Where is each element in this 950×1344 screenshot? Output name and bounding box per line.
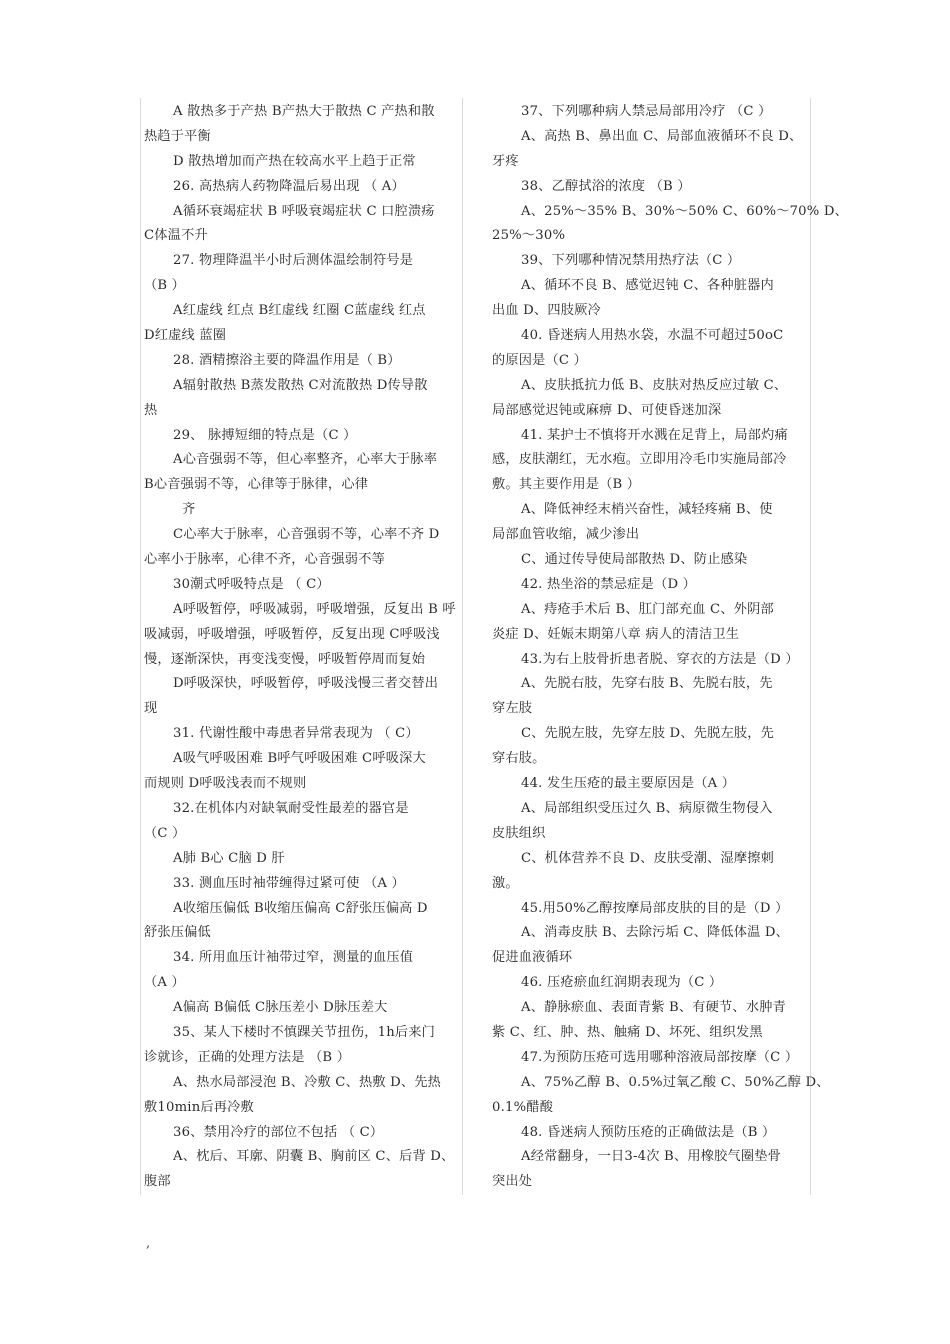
text-line: A 散热多于产热 B产热大于散热 C 产热和散 (173, 104, 435, 119)
center-column-rule (462, 98, 463, 1195)
text-line: 43.为右上肢骨折患者脱、穿衣的方法是（D ） (521, 651, 799, 667)
text-line: A、高热 B、鼻出血 C、局部血液循环不良 D、 (521, 128, 803, 144)
text-line: A红虚线 红点 B红虚线 红圈 C蓝虚线 红点 (173, 303, 426, 319)
text-line: 32.在机体内对缺氧耐受性最差的器官是 (173, 800, 409, 816)
text-line: 热趋于平衡 (144, 128, 211, 144)
text-line: 42. 热坐浴的禁忌症是（D ） (521, 576, 697, 592)
text-line: （B ） (144, 278, 186, 294)
text-line: C体温不升 (144, 228, 208, 244)
text-line: 敷10min后再冷敷 (144, 1099, 254, 1115)
left-column-rule (140, 98, 141, 1195)
text-line: 45.用50%乙醇按摩局部皮肤的目的是（D ） (521, 900, 789, 916)
text-line: A、循环不良 B、感觉迟钝 C、各种脏器内 (521, 278, 774, 294)
text-line: A、热水局部浸泡 B、冷敷 C、热敷 D、先热 (173, 1074, 442, 1090)
text-line: 炎症 D、妊娠末期第八章 病人的清洁卫生 (492, 626, 740, 642)
text-line: 34. 所用血压计袖带过窄，测量的血压值 (173, 950, 414, 966)
text-line: 26. 高热病人药物降温后易出现 （ A） (173, 178, 405, 194)
text-line: A、痔疮手术后 B、肛门部充血 C、外阴部 (521, 601, 774, 617)
text-line: A、消毒皮肤 B、去除污垢 C、降低体温 D、 (521, 925, 790, 941)
text-line: 0.1%醋酸 (492, 1099, 554, 1115)
text-line: C心率大于脉率，心音强弱不等，心率不齐 D (173, 527, 440, 543)
text-line: A收缩压偏低 B收缩压偏高 C舒张压偏高 D (173, 900, 428, 916)
text-line: 36、禁用冷疗的部位不包括 （ C） (173, 1124, 384, 1140)
text-line: 局部血管收缩，减少渗出 (492, 527, 640, 543)
text-line: 局部感觉迟钝或麻痹 D、可使昏迷加深 (492, 402, 722, 418)
text-line: 37、下列哪种病人禁忌局部用冷疗 （C ） (521, 104, 772, 119)
text-line: 敷。其主要作用是（B ） (492, 477, 641, 493)
text-line: 33. 测血压时袖带缠得过紧可使 （A ） (173, 875, 405, 891)
text-line: 48. 昏迷病人预防压疮的正确做法是（B ） (521, 1124, 776, 1140)
text-line: D呼吸深快，呼吸暂停，呼吸浅慢三者交替出 (173, 676, 439, 692)
text-line: A心音强弱不等，但心率整齐，心率大于脉率 (173, 452, 438, 468)
text-line: 29、 脉搏短细的特点是（C ） (173, 427, 357, 443)
text-line: 47.为预防压疮可选用哪种溶液局部按摩（C ） (521, 1049, 799, 1065)
text-line: 吸减弱，呼吸增强，呼吸暂停，反复出现 C呼吸浅 (144, 626, 440, 642)
text-line: D红虚线 蓝圈 (144, 328, 227, 344)
text-line: A肺 B心 C脑 D 肝 (173, 850, 285, 866)
text-line: 牙疼 (492, 153, 519, 169)
left-text-column (144, 100, 462, 1195)
text-line: 而规则 D呼吸浅表而不规则 (144, 776, 307, 792)
text-line: A、静脉瘀血、表面青紫 B、有硬节、水肿青 (521, 1000, 786, 1016)
text-line: 41. 某护士不慎将开水溅在足背上，局部灼痛 (521, 427, 788, 443)
text-line: 出血 D、四肢厥冷 (492, 303, 601, 319)
text-line: 齐 (182, 502, 196, 518)
text-line: 46. 压疮瘀血红润期表现为（C ） (521, 975, 723, 991)
text-line: 激。 (492, 875, 519, 891)
text-line: A经常翻身，一日3-4次 B、用橡胶气圈垫骨 (521, 1149, 782, 1165)
text-line: 39、下列哪种情况禁用热疗法（C ） (521, 253, 741, 269)
text-line: 的原因是（C ） (492, 352, 588, 368)
text-line: 诊就诊，正确的处理方法是 （B ） (144, 1049, 351, 1065)
text-line: 热 (144, 402, 158, 418)
text-line: B心音强弱不等，心律等于脉律，心律 (144, 477, 369, 493)
text-line: C、通过传导使局部散热 D、防止感染 (521, 552, 748, 568)
text-line: 皮肤组织 (492, 825, 546, 841)
text-line: D 散热增加而产热在较高水平上趋于正常 (173, 153, 416, 169)
text-line: A吸气呼吸困难 B呼气呼吸困难 C呼吸深大 (173, 751, 426, 767)
text-line: 25%～30% (492, 228, 566, 244)
text-line: A辐射散热 B蒸发散热 C对流散热 D传导散 (173, 377, 428, 393)
text-line: C、先脱左肢，先穿左肢 D、先脱左肢，先 (521, 726, 775, 742)
text-line: 30潮式呼吸特点是 （ C） (173, 576, 330, 592)
text-line: 感，皮肤潮红，无水疱。立即用冷毛巾实施局部冷 (492, 452, 787, 468)
text-line: A、皮肤抵抗力低 B、皮肤对热反应过敏 C、 (521, 377, 788, 393)
text-line: A、枕后、耳廓、阴囊 B、胸前区 C、后背 D、 (173, 1149, 455, 1165)
text-line: A、局部组织受压过久 B、病原微生物侵入 (521, 800, 773, 816)
text-line: 心率小于脉率，心律不齐，心音强弱不等 (144, 552, 385, 568)
text-line: A、25%～35% B、30%～50% C、60%～70% D、 (521, 203, 849, 219)
text-line: C、机体营养不良 D、皮肤受潮、湿摩擦刺 (521, 850, 775, 866)
text-line: 44. 发生压疮的最主要原因是（A ） (521, 776, 736, 792)
text-line: （C ） (144, 825, 186, 841)
text-line: A循环衰竭症状 B 呼吸衰竭症状 C 口腔溃疡 (173, 203, 435, 219)
text-line: 28. 酒精擦浴主要的降温作用是（ B） (173, 352, 401, 368)
text-line: 促进血液循环 (492, 950, 573, 966)
text-line: 慢，逐渐深快，再变浅变慢，呼吸暂停周而复始 (144, 651, 426, 667)
text-line: A呼吸暂停，呼吸减弱，呼吸增强，反复出 B 呼 (173, 601, 456, 617)
text-line: A、降低神经末梢兴奋性，减轻疼痛 B、使 (521, 502, 773, 518)
right-column-rule (810, 98, 811, 1195)
text-line: 35、某人下楼时不慎踝关节扭伤，1h后来门 (173, 1024, 436, 1040)
text-line: A、75%乙醇 B、0.5%过氧乙酸 C、50%乙醇 D、 (521, 1074, 830, 1090)
text-line: 27. 物理降温半小时后测体温绘制符号是 (173, 253, 414, 269)
text-line: 紫 C、红、肿、热、触痛 D、坏死、组织发黑 (492, 1024, 763, 1040)
text-line: A、先脱右肢，先穿右肢 B、先脱右肢，先 (521, 676, 773, 692)
text-line: 穿左肢 (492, 701, 533, 717)
text-line: 38、乙醇拭浴的浓度 （B ） (521, 178, 691, 194)
text-line: 腹部 (144, 1174, 171, 1190)
footer-mark: , (146, 1236, 151, 1251)
text-line: 现 (144, 701, 158, 717)
right-text-column (492, 100, 849, 1195)
text-line: 40. 昏迷病人用热水袋，水温不可超过50oC (521, 328, 784, 344)
text-line: （A ） (144, 975, 185, 991)
text-line: 穿右肢。 (492, 751, 546, 767)
text-line: A偏高 B偏低 C脉压差小 D脉压差大 (173, 1000, 388, 1016)
text-line: 舒张压偏低 (144, 925, 211, 941)
text-line: 31. 代谢性酸中毒患者异常表现为 （ C） (173, 726, 419, 742)
text-line: 突出处 (492, 1174, 533, 1190)
